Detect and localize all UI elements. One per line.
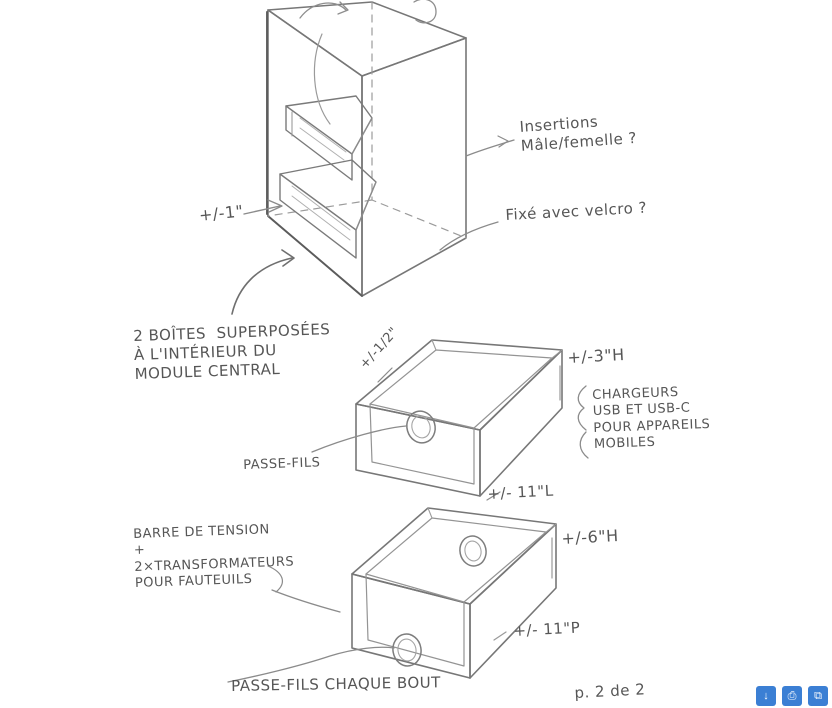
viewer-toolbar[interactable] <box>756 686 828 706</box>
expand-button[interactable]: ⧉ <box>808 686 828 706</box>
annotation-chargeurs-usb: CHARGEURS USB ET USB-C POUR APPAREILS MOBILES <box>592 384 711 452</box>
annotation-dimension-6-h: +/-6"H <box>561 526 620 548</box>
annotation-insertions: Insertions Mâle/femelle ? <box>519 112 638 155</box>
annotation-dimension-3-h: +/-3"H <box>567 345 626 367</box>
print-button[interactable]: ⎙ <box>782 686 802 706</box>
annotation-dimension-11-p: +/- 11"P <box>513 618 581 640</box>
annotation-page-number: p. 2 de 2 <box>574 680 646 702</box>
annotation-passe-fils-haut: PASSE-FILS <box>243 455 321 473</box>
download-button[interactable]: ↓ <box>756 686 776 706</box>
annotation-dimension-half-inch: +/-1/2" <box>357 324 402 373</box>
annotation-dimension-11-l: +/- 11"L <box>487 481 555 503</box>
annotation-barre-tension: BARRE DE TENSION + 2×TRANSFORMATEURS POUR FAUTEUILS <box>133 522 295 591</box>
annotation-deux-boites: 2 BOÎTES SUPERPOSÉES À L'INTÉRIEUR DU MODULE CENTRAL <box>133 320 331 383</box>
annotation-dimension-1-inch: +/-1" <box>198 201 245 225</box>
annotation-fixe-velcro: Fixé avec velcro ? <box>505 198 648 224</box>
annotation-passe-fils-bas: PASSE-FILS CHAQUE BOUT <box>231 673 442 695</box>
